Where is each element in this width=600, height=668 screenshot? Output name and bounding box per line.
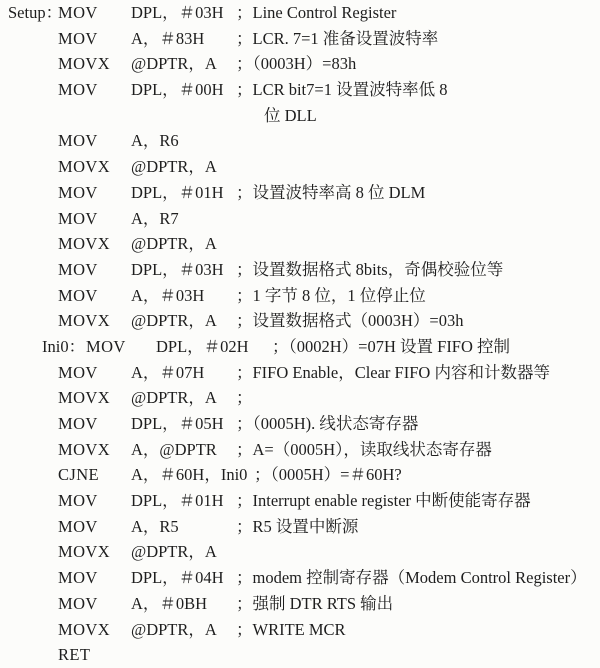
operands: A，＃60H，Ini0 <box>131 465 248 485</box>
code-row <box>0 642 600 668</box>
comment: ；LCR. 7=1 准备设置波特率 <box>236 28 439 48</box>
code-row <box>0 514 600 540</box>
mnemonic: MOV <box>58 28 98 48</box>
comment: ；R5 设置中断源 <box>236 516 359 536</box>
operands: A，＃83H <box>131 28 205 48</box>
comment: ；（0002H）=07H 设置 FIFO 控制 <box>272 336 511 356</box>
code-row <box>0 103 600 129</box>
operands: DPL，＃05H <box>131 414 224 433</box>
comment: ；（0005H). 线状态寄存器 <box>236 414 419 433</box>
code-row <box>0 591 600 617</box>
operands: @DPTR，A <box>131 234 217 254</box>
operands: A，R5 <box>131 516 179 536</box>
mnemonic: MOV <box>58 131 98 151</box>
comment: ；FIFO Enable，Clear FIFO 内容和计数器等 <box>236 362 550 382</box>
code-row <box>0 154 600 180</box>
operands: A，＃07H <box>131 362 205 382</box>
operands: DPL，＃00H <box>131 80 224 100</box>
mnemonic: MOV <box>58 593 98 613</box>
mnemonic: MOV <box>58 3 98 22</box>
code-row <box>0 437 600 463</box>
operands: A，＃03H <box>131 285 205 305</box>
comment: ；设置数据格式 8bits，奇偶校验位等 <box>236 259 504 279</box>
operands: DPL，＃01H <box>131 182 224 202</box>
code-row <box>0 26 600 52</box>
mnemonic: MOVX <box>58 439 111 459</box>
comment: ；Line Control Register <box>236 3 397 22</box>
comment: ；设置波特率高 8 位 DLM <box>236 182 426 202</box>
mnemonic: MOVX <box>58 388 111 408</box>
code-row <box>0 180 600 206</box>
mnemonic: MOV <box>58 491 98 511</box>
mnemonic: MOV <box>58 414 98 433</box>
comment: ；WRITE MCR <box>236 619 346 639</box>
comment: ；LCR bit7=1 设置波特率低 8 <box>236 80 448 100</box>
code-row <box>0 385 600 411</box>
code-row <box>0 565 600 591</box>
comment: ；设置数据格式（0003H）=03h <box>236 311 464 331</box>
comment: ；modem 控制寄存器（Modem Control Register） <box>236 568 587 588</box>
operands: DPL，＃03H <box>131 3 224 22</box>
mnemonic: MOV <box>58 516 98 536</box>
code-row <box>0 308 600 334</box>
comment: ；强制 DTR RTS 输出 <box>236 593 394 613</box>
mnemonic: MOVX <box>58 311 111 331</box>
mnemonic: MOV <box>58 182 98 202</box>
operands: @DPTR，A <box>131 388 217 408</box>
operands: DPL，＃04H <box>131 568 224 588</box>
mnemonic: RET <box>58 645 91 665</box>
code-label: Ini0： <box>42 336 86 356</box>
mnemonic: CJNE <box>58 465 100 485</box>
code-row <box>0 539 600 565</box>
code-label: Setup： <box>8 3 63 22</box>
code-row <box>0 51 600 77</box>
comment: ； <box>236 388 253 408</box>
operands: @DPTR，A <box>131 619 217 639</box>
code-row <box>0 231 600 257</box>
mnemonic: MOV <box>58 362 98 382</box>
mnemonic: MOVX <box>58 619 111 639</box>
code-row <box>0 283 600 309</box>
operands: A，R6 <box>131 131 179 151</box>
code-row <box>0 360 600 386</box>
code-row <box>0 128 600 154</box>
operands: @DPTR，A <box>131 311 217 331</box>
operands: A，＃0BH <box>131 593 208 613</box>
mnemonic: MOV <box>86 336 126 356</box>
code-row <box>0 257 600 283</box>
operands: DPL，＃03H <box>131 259 224 279</box>
mnemonic: MOV <box>58 259 98 279</box>
code-row <box>0 462 600 488</box>
code-row <box>0 334 600 360</box>
operands: @DPTR，A <box>131 542 217 562</box>
mnemonic: MOV <box>58 568 98 588</box>
mnemonic: MOVX <box>58 157 111 177</box>
mnemonic: MOVX <box>58 234 111 254</box>
mnemonic: MOVX <box>58 542 111 562</box>
comment-continuation: 位 DLL <box>264 105 317 125</box>
comment: ；（0005H）=＃60H? <box>254 465 402 485</box>
operands: A，@DPTR <box>131 439 217 459</box>
mnemonic: MOVX <box>58 54 111 74</box>
code-row <box>0 411 600 437</box>
operands: @DPTR，A <box>131 157 217 177</box>
code-row <box>0 617 600 643</box>
comment: ；1 字节 8 位，1 位停止位 <box>236 285 426 305</box>
code-row <box>0 77 600 103</box>
operands: A，R7 <box>131 208 179 228</box>
comment: ；（0003H）=83h <box>236 54 357 74</box>
mnemonic: MOV <box>58 208 98 228</box>
code-row <box>0 488 600 514</box>
comment: ；A=（0005H），读取线状态寄存器 <box>236 439 492 459</box>
mnemonic: MOV <box>58 80 98 100</box>
mnemonic: MOV <box>58 285 98 305</box>
comment: ；Interrupt enable register 中断使能寄存器 <box>236 491 531 511</box>
operands: DPL，＃01H <box>131 491 224 511</box>
operands: DPL，＃02H <box>156 336 249 356</box>
code-row <box>0 206 600 232</box>
operands: @DPTR，A <box>131 54 217 74</box>
code-row <box>0 0 600 26</box>
